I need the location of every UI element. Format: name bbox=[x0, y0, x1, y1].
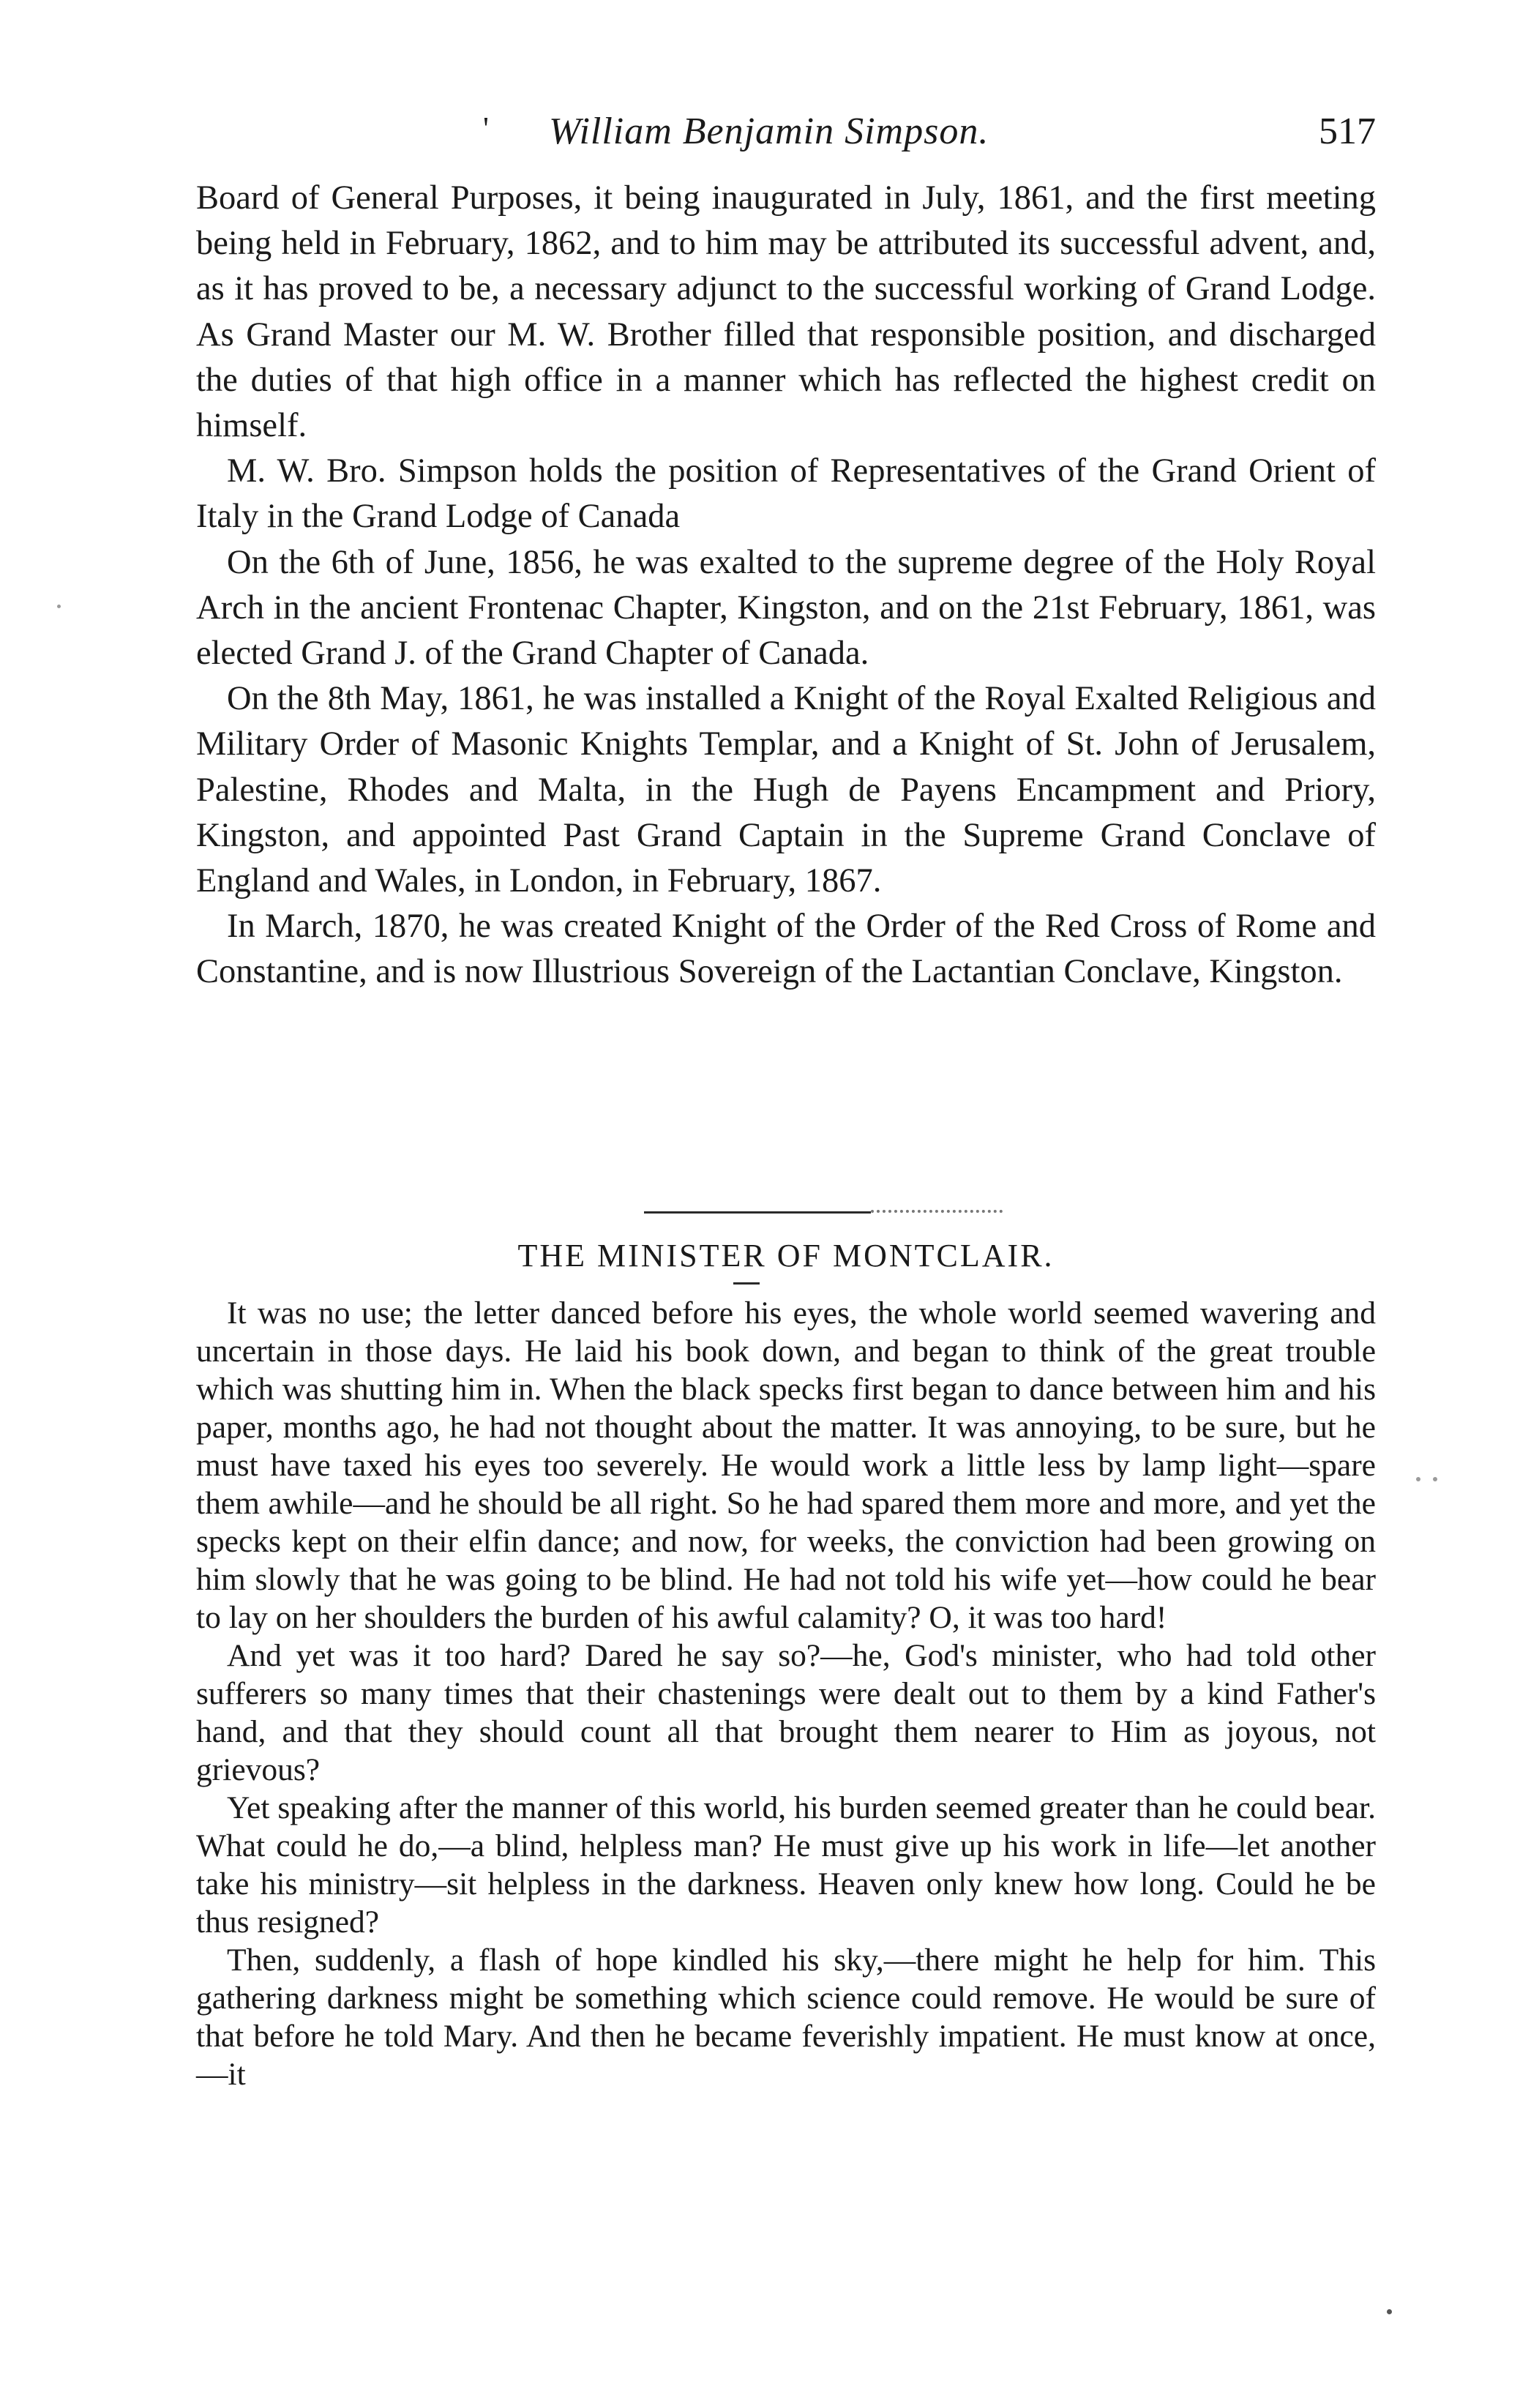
paragraph: In March, 1870, he was created Knight of the Order of the Red Cross of Rome and Constantine, and is now Illustrious Sovereign of the Lactantian Conclave, Kingston. bbox=[196, 908, 1376, 991]
paper-speck bbox=[1387, 2309, 1392, 2314]
paper-speck bbox=[57, 605, 61, 608]
section-divider bbox=[644, 1211, 871, 1214]
paragraph: M. W. Bro. Simpson holds the position of Representatives of the Grand Orient of Italy in the Grand Lodge of Canada bbox=[196, 452, 1376, 536]
paper-speck bbox=[1416, 1477, 1420, 1481]
paragraph: Board of General Purposes, it being inaugurated in July, 1861, and the first meeting being held in February, 1862, and to him may be attributed its successful advent, and, as it has proved to be, a necessary adjunct to the successful working of Grand Lodge. As Grand Master our M. W. Brother filled that responsible position, and discharged the duties of that high office in a manner which has reflected the highest credit on himself. bbox=[196, 179, 1376, 445]
paragraph: And yet was it too hard? Dared he say so?—he, God's minister, who had told other sufferers so many times that their chastenings were dealt out to them by a kind Father's hand, and that they should count all that brought them nearer to Him as joyous, not grievous? bbox=[196, 1638, 1376, 1787]
paragraph: On the 8th May, 1861, he was installed a Knight of the Royal Exalted Religious and Military Order of Masonic Knights Templar, and a Knight of St. John of Jerusalem, Palestine, Rhodes and Malta, in the Hugh de Payens Encampment and Priory, Kingston, and appointed Past Grand Captain in the Supreme Grand Conclave of England and Wales, in London, in February, 1867. bbox=[196, 680, 1376, 900]
page-number: 517 bbox=[1319, 111, 1376, 152]
paragraph: On the 6th of June, 1856, he was exalted to the supreme degree of the Holy Royal Arch in the ancient Frontenac Chapter, Kingston, and on the 21st February, 1861, was elected Grand J. of the Grand Chapter of Canada. bbox=[196, 543, 1376, 673]
page-header bbox=[483, 110, 1376, 168]
biography-section bbox=[196, 176, 1376, 995]
paragraph: Yet speaking after the manner of this world, his burden seemed greater than he could bear. What could he do,—a blind, helpless man? He must give up his work in life—let another take his ministry—sit helpless in the darkness. Heaven only knew how long. Could he be thus resigned? bbox=[196, 1790, 1376, 1940]
header-mark: ' bbox=[483, 111, 489, 146]
title-underline-mark bbox=[733, 1282, 760, 1285]
paragraph: It was no use; the letter danced before his eyes, the whole world seemed wavering and uncertain in those days. He laid his book down, and began to think of the great trouble which was shutting him in. When the black specks first began to dance between him and his paper, months ago, he had not thought about the matter. It was annoying, to be sure, but he must have taxed his eyes too severely. He would work a little less by lamp light—spare them awhile—and he should be all right. So he had spared them more and more, and yet the specks kept on their elfin dance; and now, for weeks, the conviction had been growing on him slowly that he was going to be blind. He had not told his wife yet—how could he bear to lay on her shoulders the burden of his awful calamity? O, it was too hard! bbox=[196, 1295, 1376, 1635]
paragraph: Then, suddenly, a flash of hope kindled his sky,—there might he help for him. This gathering darkness might be something which science could remove. He would be sure of that before he told Mary. And then he became feverishly impatient. He must know at once,—it bbox=[196, 1943, 1376, 2092]
section-divider-dots bbox=[871, 1210, 1003, 1213]
paper-speck bbox=[1433, 1477, 1437, 1481]
running-title: William Benjamin Simpson. bbox=[549, 111, 989, 152]
story-section bbox=[196, 1294, 1376, 2093]
section-title: THE MINISTER OF MONTCLAIR. bbox=[517, 1238, 1055, 1274]
